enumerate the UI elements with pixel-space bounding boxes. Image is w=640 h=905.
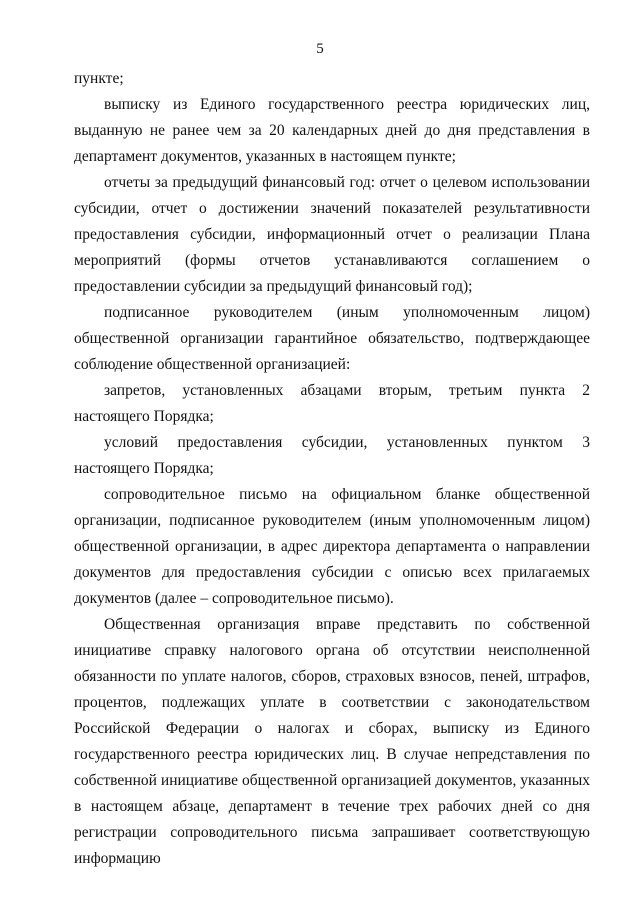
paragraph-reports: отчеты за предыдущий финансовый год: отчет о целевом использовании субсидии, отчет о достижении значений показателей результативности предоставления субсидии, информационный отчет о реализации Плана мероприятий (формы отчетов устанавливаются соглашением о предоставлении субсидии за предыдущий финансовый год); — [74, 174, 590, 295]
paragraph-cover-letter: сопроводительное письмо на официальном бланке общественной организации, подписанное руководителем (иным уполномоченным лицом) общественной организации, в адрес директора департамента о направлении документов для предоставления субсидии с описью всех прилагаемых документов (далее – сопроводительное письмо). — [74, 486, 590, 607]
paragraph-guarantee-obligation: подписанное руководителем (иным уполномоченным лицом) общественной организации гарантийное обязательство, подтверждающее соблюдение общественной организацией: — [74, 304, 590, 373]
paragraph-own-initiative: Общественная организация вправе представить по собственной инициативе справку налогового органа об отсутствии неисполненной обязанности по уплате налогов, сборов, страховых взносов, пеней, штрафов, процентов, подлежащих уплате в соответствии с законодательством Российской Федерации о налогах и сборах, выписку из Единого государственного реестра юридических лиц. В случае непредставления по собственной инициативе общественной организацией документов, указанных в настоящем абзаце, департамент в течение трех рабочих дней со дня регистрации сопроводительного письма запрашивает соответствующую информацию — [74, 616, 590, 867]
page-number: 5 — [316, 41, 324, 57]
paragraph-prohibitions: запретов, установленных абзацами вторым, третьим пункта 2 настоящего Порядка; — [74, 382, 590, 425]
paragraph-continuation: пункте; — [74, 70, 124, 87]
document-body — [74, 66, 590, 872]
paragraph-conditions: условий предоставления субсидии, установленных пунктом 3 настоящего Порядка; — [74, 434, 590, 477]
paragraph-egrul-extract: выписку из Единого государственного реестра юридических лиц, выданную не ранее чем за 20 календарных дней до дня представления в департамент документов, указанных в настоящем пункте; — [74, 96, 590, 165]
